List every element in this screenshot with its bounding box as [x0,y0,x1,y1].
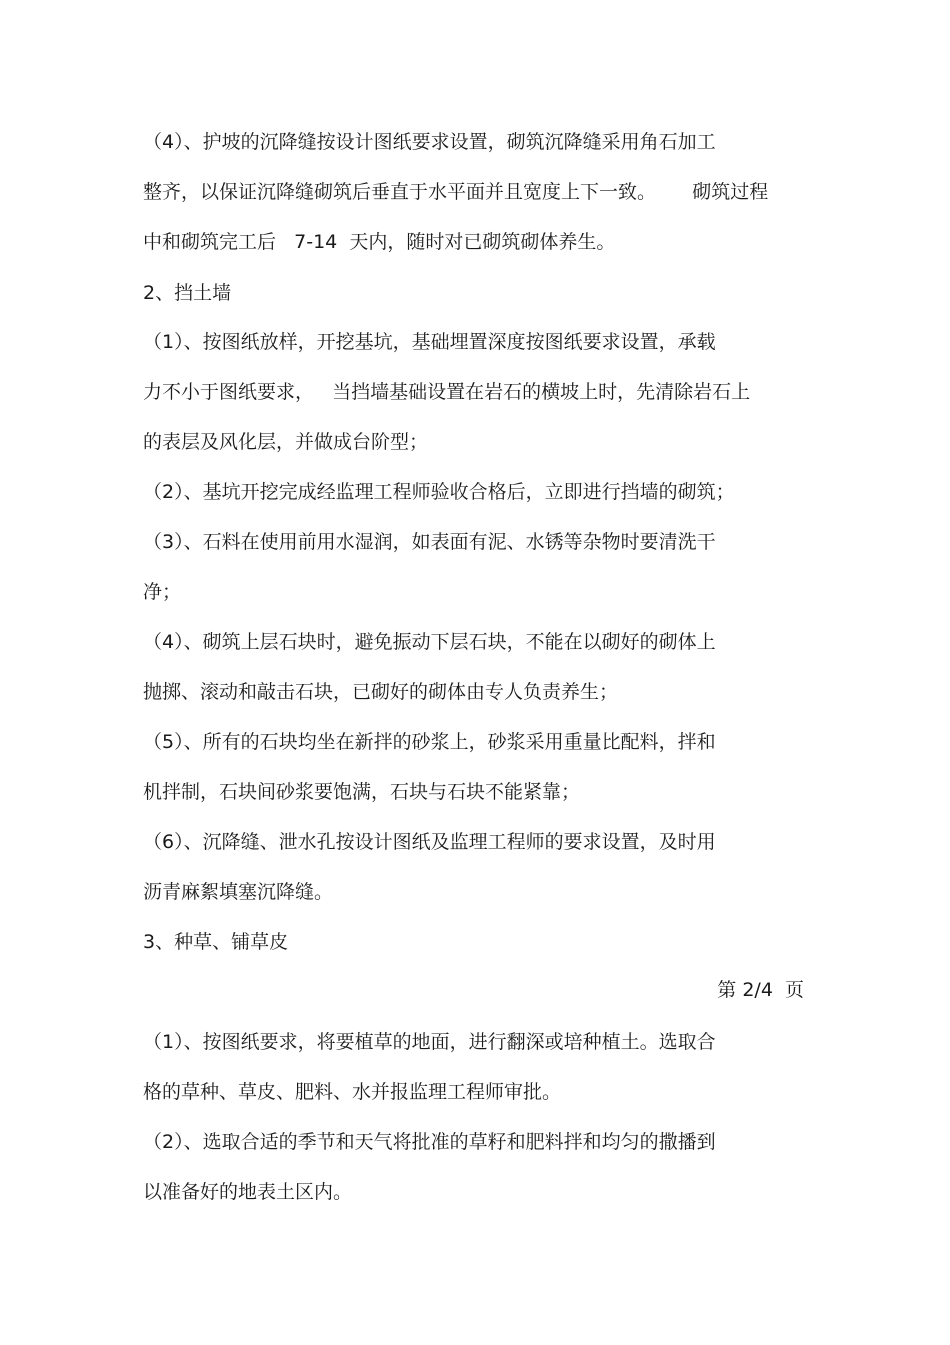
page-number: 第 2/4 页 [717,979,804,1001]
text-line: 抛掷、滚动和敲击石块，已砌好的砌体由专人负责养生； [143,681,619,703]
text-line: （4）、护坡的沉降缝按设计图纸要求设置，砌筑沉降缝采用角石加工 [143,131,716,153]
text-line: （2）、选取合适的季节和天气将批准的草籽和肥料拌和均匀的撒播到 [143,1131,716,1153]
text-line: 的表层及风化层，并做成台阶型； [143,431,429,453]
text-line: 格的草种、草皮、肥料、水并报监理工程师审批。 [143,1081,562,1103]
text-line: （2）、基坑开挖完成经监理工程师验收合格后，立即进行挡墙的砌筑； [143,481,735,503]
text-line: 机拌制，石块间砂浆要饱满，石块与石块不能紧靠； [143,781,581,803]
text-line: （1）、按图纸要求，将要植草的地面，进行翻深或培种植土。选取合 [143,1031,716,1053]
section-heading: 2、挡土墙 [143,282,232,304]
section-heading: 3、种草、铺草皮 [143,931,289,953]
text-line: 整齐，以保证沉降缝砌筑后垂直于水平面并且宽度上下一致。 砌筑过程 [143,181,769,203]
text-line: （5）、所有的石块均坐在新拌的砂浆上，砂浆采用重量比配料，拌和 [143,731,716,753]
text-line: 以准备好的地表土区内。 [143,1181,353,1203]
text-line: （3）、石料在使用前用水湿润，如表面有泥、水锈等杂物时要清洗干 [143,531,716,553]
text-line: 沥青麻絮填塞沉降缝。 [143,881,334,903]
text-line: 净； [143,581,182,603]
text-line: 力不小于图纸要求， 当挡墙基础设置在岩石的横坡上时，先清除岩石上 [143,381,751,403]
text-line: 中和砌筑完工后 7-14 天内，随时对已砌筑砌体养生。 [143,231,616,253]
text-line: （4）、砌筑上层石块时，避免振动下层石块，不能在以砌好的砌体上 [143,631,716,653]
text-line: （1）、按图纸放样，开挖基坑，基础埋置深度按图纸要求设置，承载 [143,331,716,353]
text-line: （6）、沉降缝、泄水孔按设计图纸及监理工程师的要求设置，及时用 [143,831,716,853]
